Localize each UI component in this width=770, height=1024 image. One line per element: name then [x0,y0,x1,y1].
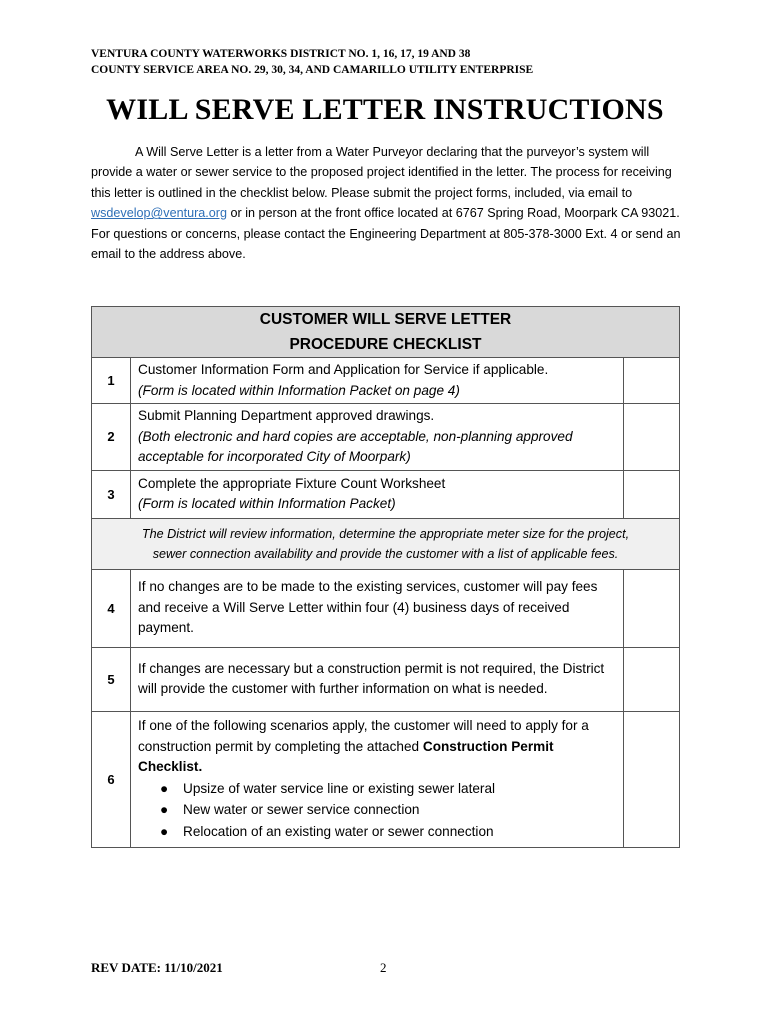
step-text-start: If one of the following scenarios apply, the customer will need to apply for a construction permit by completing the attached [138,718,589,754]
step-description [131,470,624,518]
step-description [131,711,624,847]
intro-text-end: or in person at the front office located at 6767 Spring Road, Moorpark CA 93021. For questions or concerns, please contact the Engineering Department at 805-378-3000 Ext. 4 or send an email to the address above. [91,206,681,262]
step-description: If no changes are to be made to the existing services, customer will pay fees and receive a Will Serve Letter within four (4) business days of received payment. [131,569,624,647]
step-checkbox-cell[interactable] [624,470,680,518]
checklist-row-3 [92,470,680,518]
bullet-icon: ● [160,780,169,796]
checklist-row-6 [92,711,680,847]
scenario-list [138,778,617,843]
checklist-row-1 [92,358,680,404]
revision-date: REV DATE: 11/10/2021 [91,960,223,975]
intro-paragraph [91,142,681,264]
step-description: If changes are necessary but a construction permit is not required, the District will provide the customer with further information on what is needed. [131,647,624,711]
email-link[interactable]: wsdevelop@ventura.org [91,206,227,221]
step-checkbox-cell[interactable] [624,358,680,404]
step-checkbox-cell[interactable] [624,647,680,711]
procedure-checklist-table [91,306,680,848]
bullet-icon: ● [160,802,169,817]
checklist-row-5 [92,647,680,711]
step-text: Complete the appropriate Fixture Count Worksheet [138,475,446,491]
list-item [138,799,617,821]
list-item [138,778,617,800]
step-checkbox-cell[interactable] [624,404,680,471]
step-description [131,358,624,404]
organization-line-2: COUNTY SERVICE AREA NO. 29, 30, 34, AND CAMARILLO UTILITY ENTERPRISE [91,64,534,76]
list-item-text: Relocation of an existing water or sewer connection [183,823,494,839]
list-item-text: New water or sewer service connection [183,802,420,817]
district-review-notice-row [92,518,680,569]
step-number: 5 [92,647,131,711]
construction-permit-checklist-ref: Construction Permit Checklist. [138,738,554,774]
checklist-row-4 [92,569,680,647]
step-note: (Both electronic and hard copies are acceptable, non-planning approved acceptable for incorporated City of Moorpark) [138,428,573,464]
step-note: (Form is located within Information Packet) [138,496,396,511]
step-text [138,716,617,778]
step-number: 3 [92,470,131,518]
page-title: WILL SERVE LETTER INSTRUCTIONS [106,93,664,126]
step-description [131,404,624,471]
checklist-heading-line-2: PROCEDURE CHECKLIST [289,336,482,353]
checklist-header-row [92,307,680,358]
organization-header [91,46,533,78]
organization-line-1: VENTURA COUNTY WATERWORKS DISTRICT NO. 1, 16, 17, 19 AND 38 [91,48,471,60]
step-checkbox-cell[interactable] [624,569,680,647]
checklist-heading [92,307,680,358]
step-text: Customer Information Form and Application for Service if applicable. [138,362,549,377]
checklist-heading-line-1: CUSTOMER WILL SERVE LETTER [259,311,512,328]
step-text: Submit Planning Department approved drawings. [138,408,435,423]
list-item-text: Upsize of water service line or existing sewer lateral [183,780,496,796]
intro-text-start: A Will Serve Letter is a letter from a Water Purveyor declaring that the purveyor’s system will provide a water or sewer service to the proposed project identified in the letter. The process for receiving this letter is outlined in the checklist below. Please submit the project forms, included, via email to [91,145,672,200]
page-number: 2 [380,960,387,975]
step-number: 2 [92,404,131,471]
checklist-row-2 [92,404,680,471]
list-item [138,821,617,843]
step-number: 4 [92,569,131,647]
step-note: (Form is located within Information Packet on page 4) [138,382,460,398]
step-number: 6 [92,711,131,847]
district-review-notice: The District will review information, determine the appropriate meter size for the project, sewer connection availability and provide the customer with a list of applicable fees. [92,518,680,569]
step-number: 1 [92,358,131,404]
step-checkbox-cell[interactable] [624,711,680,847]
bullet-icon: ● [160,823,169,839]
